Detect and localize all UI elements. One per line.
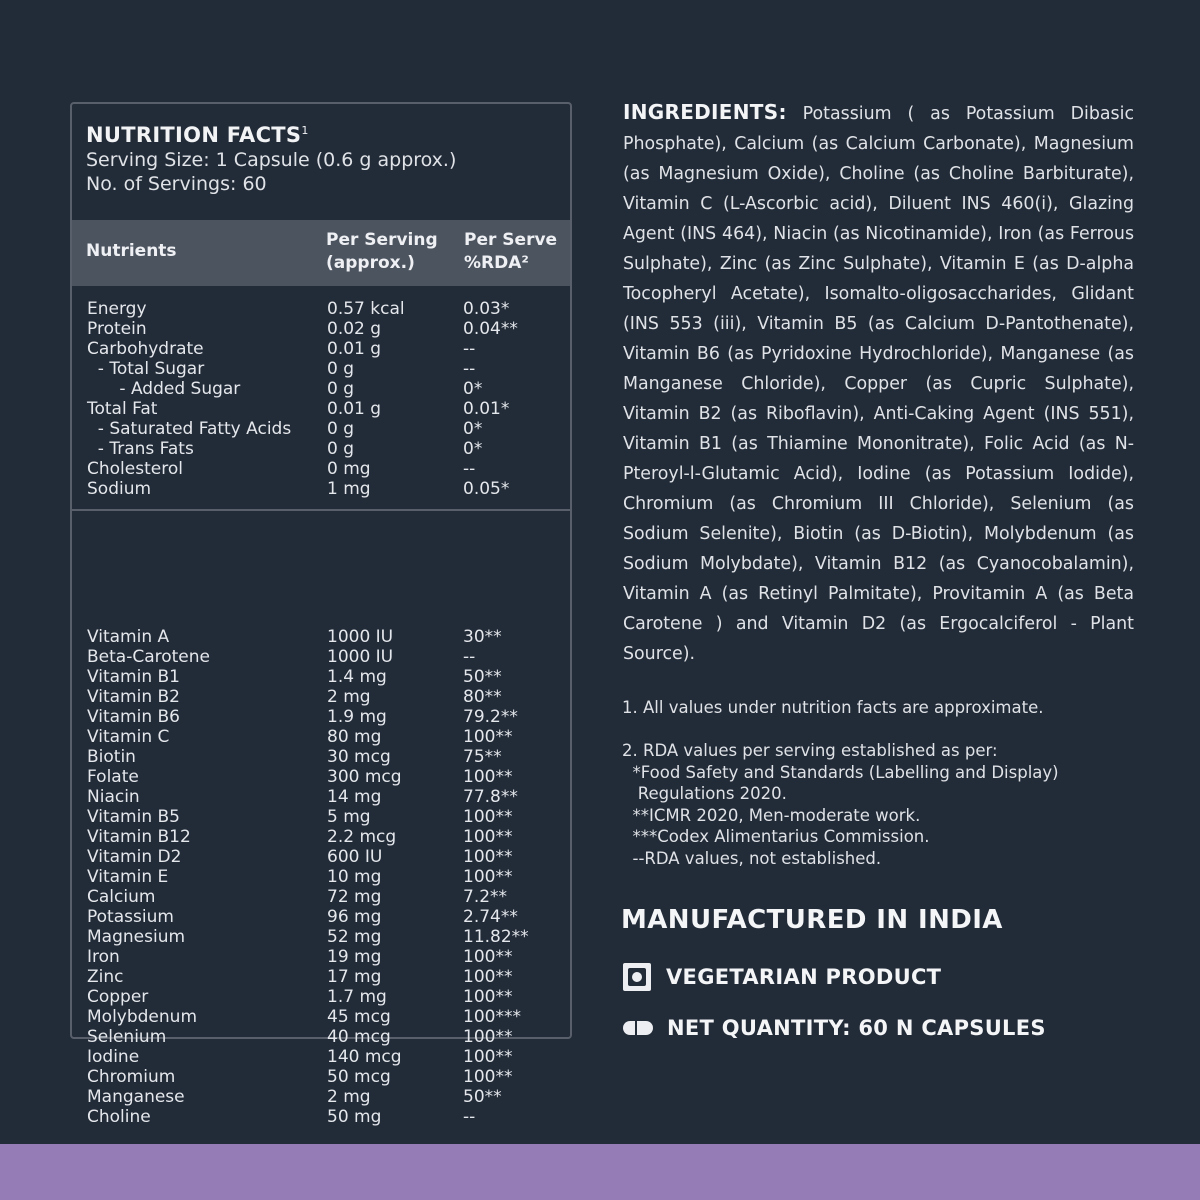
- col-rda-line2: %RDA²: [464, 253, 529, 273]
- ingredients-label: INGREDIENTS:: [623, 100, 787, 124]
- nutrient-row: [72, 727, 570, 747]
- nutrient-row: [72, 967, 570, 987]
- nutrient-row: [72, 1107, 570, 1127]
- footer-band: [0, 1144, 1200, 1200]
- nutrient-amount: 0.02 g: [327, 319, 382, 339]
- nutrient-row: [72, 747, 570, 767]
- nutrient-amount: 2 mg: [327, 687, 371, 707]
- col-rda-line1: Per Serve: [464, 230, 558, 250]
- nutrient-name: Chromium: [87, 1067, 176, 1087]
- nutrient-name: Potassium: [87, 907, 174, 927]
- nutrient-amount: 52 mg: [327, 927, 382, 947]
- nutrient-name: Vitamin B12: [87, 827, 191, 847]
- nutrient-row: [72, 707, 570, 727]
- nutrient-rda: 100**: [463, 807, 513, 827]
- nutrient-amount: 30 mcg: [327, 747, 391, 767]
- col-rda: [464, 229, 557, 275]
- nutrient-amount: 600 IU: [327, 847, 383, 867]
- serving-size: Serving Size: 1 Capsule (0.6 g approx.): [86, 149, 457, 171]
- nutrient-rda: 0*: [463, 439, 483, 459]
- nutrient-row: [72, 399, 570, 419]
- table-divider: [72, 509, 570, 511]
- nutrient-rda: 100**: [463, 967, 513, 987]
- col-per-serving-line1: Per Serving: [326, 230, 438, 250]
- nutrient-row: [72, 359, 570, 379]
- nutrient-row: [72, 339, 570, 359]
- nutrient-row: [72, 807, 570, 827]
- nutrient-rda: --: [463, 359, 476, 379]
- col-per-serving: [326, 229, 438, 275]
- nutrient-amount: 1.7 mg: [327, 987, 387, 1007]
- footnote-2: [622, 740, 1142, 870]
- col-per-serving-line2: (approx.): [326, 253, 415, 273]
- nutrient-name: Vitamin D2: [87, 847, 182, 867]
- nutrient-name: Energy: [87, 299, 147, 319]
- nutrient-name: Choline: [87, 1107, 151, 1127]
- footnotes: [622, 697, 1142, 870]
- nutrient-row: [72, 647, 570, 667]
- nutrient-amount: 40 mcg: [327, 1027, 391, 1047]
- nutrition-title-text: NUTRITION FACTS: [86, 123, 302, 147]
- nutrient-row: [72, 667, 570, 687]
- nutrient-amount: 0 g: [327, 359, 355, 379]
- nutrient-row: [72, 847, 570, 867]
- nutrient-row: [72, 887, 570, 907]
- nutrient-name: Niacin: [87, 787, 140, 807]
- nutrient-row: [72, 907, 570, 927]
- nutrient-name: Beta-Carotene: [87, 647, 211, 667]
- nutrient-row: [72, 947, 570, 967]
- nutrient-row: [72, 439, 570, 459]
- nutrient-row: [72, 319, 570, 339]
- nutrient-rda: 100**: [463, 827, 513, 847]
- nutrient-amount: 1000 IU: [327, 627, 394, 647]
- footnote-2-line: ***Codex Alimentarius Commission.: [622, 827, 930, 847]
- nutrient-rda: 100**: [463, 767, 513, 787]
- col-nutrients: Nutrients: [86, 241, 177, 261]
- nutrient-rda: 0*: [463, 419, 483, 439]
- nutrient-rda: 100**: [463, 1027, 513, 1047]
- nutrient-name: Copper: [87, 987, 149, 1007]
- nutrient-amount: 2 mg: [327, 1087, 371, 1107]
- nutrient-rda: 30**: [463, 627, 502, 647]
- nutrient-name: Protein: [87, 319, 147, 339]
- nutrient-name: Vitamin B6: [87, 707, 181, 727]
- nutrient-amount: 50 mg: [327, 1107, 382, 1127]
- nutrient-row: [72, 1027, 570, 1047]
- nutrition-header: [72, 104, 570, 220]
- nutrient-amount: 1000 IU: [327, 647, 394, 667]
- nutrient-row: [72, 459, 570, 479]
- footnote-2-line: 2. RDA values per serving established as per:: [622, 741, 998, 760]
- net-quantity-badge: [623, 1016, 1046, 1040]
- nutrient-amount: 10 mg: [327, 867, 382, 887]
- nutrient-rda: 77.8**: [463, 787, 518, 807]
- vegetarian-badge: [623, 963, 941, 991]
- nutrient-name: Vitamin B2: [87, 687, 181, 707]
- nutrient-name: Zinc: [87, 967, 124, 987]
- capsule-icon: [623, 1021, 653, 1035]
- nutrient-rda: 11.82**: [463, 927, 529, 947]
- veg-symbol-icon: [623, 963, 651, 991]
- nutrient-amount: 50 mcg: [327, 1067, 391, 1087]
- nutrient-rda: --: [463, 459, 476, 479]
- nutrient-rda: 7.2**: [463, 887, 508, 907]
- nutrient-row: [72, 627, 570, 647]
- ingredients-block: [623, 97, 1134, 669]
- nutrient-name: Calcium: [87, 887, 156, 907]
- nutrient-row: [72, 867, 570, 887]
- nutrient-rda: 0.04**: [463, 319, 518, 339]
- nutrient-row: [72, 299, 570, 319]
- nutrient-amount: 1 mg: [327, 479, 371, 499]
- nutrient-amount: 0 g: [327, 379, 355, 399]
- ingredients-text: Potassium ( as Potassium Dibasic Phosphate), Calcium (as Calcium Carbonate), Magnesium (as Magnesium Oxide), Choline (as Choline Barbiturate), Vitamin C (L-Ascorbic acid), Diluent INS 460(i), Glazing Agent (INS 464), Niacin (as Nicotinamide), Iron (as Ferrous Sulphate), Zinc (as Zinc Sulphate), Vitamin E (as D-alpha Tocopheryl Acetate), Isomalto-oligosaccharides, Glidant (INS 553 (iii), Vitamin B5 (as Calcium D-Pantothenate), Vitamin B6 (as Pyridoxine Hydrochloride), Manganese (as Manganese Chloride), Copper (as Cupric Sulphate), Vitamin B2 (as Riboflavin), Anti-Caking Agent (INS 551), Vitamin B1 (as Thiamine Mononitrate), Folic Acid (as N-Pteroyl-l-Glutamic Acid), Iodine (as Potassium Iodide), Chromium (as Chromium III Chloride), Selenium (as Sodium Selenite), Biotin (as D-Biotin), Molybdenum (as Sodium Molybdate), Vitamin B12 (as Cyanocobalamin), Vitamin A (as Retinyl Palmitate), Provitamin A (as Beta Carotene ) and Vitamin D2 (as Ergocalciferol - Plant Source).: [623, 104, 1135, 664]
- nutrient-rda: 100**: [463, 867, 513, 887]
- nutrient-amount: 5 mg: [327, 807, 371, 827]
- nutrient-amount: 140 mcg: [327, 1047, 402, 1067]
- nutrient-row: [72, 1067, 570, 1087]
- nutrient-row: [72, 767, 570, 787]
- nutrient-rda: --: [463, 647, 476, 667]
- nutrient-name: Iodine: [87, 1047, 140, 1067]
- nutrient-amount: 0.01 g: [327, 339, 382, 359]
- footnote-2-line: *Food Safety and Standards (Labelling and Display): [622, 762, 1059, 782]
- nutrient-row: [72, 787, 570, 807]
- macros-table: [72, 299, 570, 499]
- nutrient-rda: 75**: [463, 747, 502, 767]
- nutrient-amount: 1.4 mg: [327, 667, 387, 687]
- nutrient-rda: 0*: [463, 379, 483, 399]
- nutrient-name: Total Fat: [87, 399, 158, 419]
- nutrient-amount: 96 mg: [327, 907, 382, 927]
- nutrient-name: Vitamin B1: [87, 667, 181, 687]
- nutrient-row: [72, 987, 570, 1007]
- nutrient-rda: --: [463, 339, 476, 359]
- nutrient-name: Vitamin A: [87, 627, 170, 647]
- nutrient-name: - Saturated Fatty Acids: [87, 419, 292, 439]
- nutrient-amount: 0.01 g: [327, 399, 382, 419]
- nutrient-amount: 0 g: [327, 419, 355, 439]
- nutrient-name: Biotin: [87, 747, 136, 767]
- nutrient-amount: 2.2 mcg: [327, 827, 397, 847]
- nutrient-row: [72, 419, 570, 439]
- nutrient-name: Molybdenum: [87, 1007, 198, 1027]
- nutrient-rda: 100**: [463, 987, 513, 1007]
- nutrient-row: [72, 687, 570, 707]
- nutrient-rda: 100**: [463, 947, 513, 967]
- nutrient-rda: 50**: [463, 667, 502, 687]
- nutrition-column-header: [72, 220, 570, 286]
- nutrient-rda: 0.05*: [463, 479, 510, 499]
- nutrient-name: Magnesium: [87, 927, 186, 947]
- nutrient-row: [72, 1007, 570, 1027]
- footnote-2-line: **ICMR 2020, Men-moderate work.: [622, 805, 921, 825]
- footnote-2-line: --RDA values, not established.: [622, 848, 882, 868]
- nutrient-name: Folate: [87, 767, 139, 787]
- nutrient-name: - Total Sugar: [87, 359, 205, 379]
- nutrient-row: [72, 379, 570, 399]
- nutrition-facts-panel: [70, 102, 572, 1127]
- nutrient-amount: 0 mg: [327, 459, 371, 479]
- nutrient-name: Sodium: [87, 479, 152, 499]
- nutrient-rda: 0.03*: [463, 299, 510, 319]
- nutrient-amount: 300 mcg: [327, 767, 402, 787]
- nutrient-name: Manganese: [87, 1087, 185, 1107]
- nutrient-name: Carbohydrate: [87, 339, 204, 359]
- nutrient-amount: 0.57 kcal: [327, 299, 405, 319]
- nutrient-rda: 0.01*: [463, 399, 510, 419]
- nutrition-title: [86, 122, 556, 148]
- nutrient-name: Selenium: [87, 1027, 167, 1047]
- nutrient-rda: 100***: [463, 1007, 521, 1027]
- nutrient-rda: 50**: [463, 1087, 502, 1107]
- manufactured-in: MANUFACTURED IN INDIA: [621, 905, 1003, 935]
- nutrient-amount: 14 mg: [327, 787, 382, 807]
- nutrient-rda: --: [463, 1107, 476, 1127]
- nutrient-amount: 17 mg: [327, 967, 382, 987]
- nutrient-amount: 45 mcg: [327, 1007, 391, 1027]
- nutrient-name: Iron: [87, 947, 120, 967]
- nutrient-amount: 80 mg: [327, 727, 382, 747]
- nutrient-rda: 100**: [463, 1047, 513, 1067]
- nutrient-row: [72, 1047, 570, 1067]
- nutrition-title-footnote: 1: [301, 124, 309, 137]
- nutrient-name: Vitamin B5: [87, 807, 181, 827]
- servings-count: No. of Servings: 60: [86, 173, 267, 195]
- nutrient-rda: 100**: [463, 727, 513, 747]
- footnote-2-line: Regulations 2020.: [622, 784, 787, 804]
- nutrient-rda: 80**: [463, 687, 502, 707]
- vegetarian-label: VEGETARIAN PRODUCT: [666, 965, 942, 989]
- nutrient-row: [72, 1087, 570, 1107]
- nutrient-rda: 100**: [463, 847, 513, 867]
- nutrient-rda: 79.2**: [463, 707, 518, 727]
- nutrient-row: [72, 479, 570, 499]
- nutrient-name: - Added Sugar: [87, 379, 241, 399]
- nutrient-amount: 1.9 mg: [327, 707, 387, 727]
- nutrient-name: - Trans Fats: [87, 439, 194, 459]
- footnote-1: 1. All values under nutrition facts are approximate.: [622, 698, 1044, 717]
- nutrient-amount: 19 mg: [327, 947, 382, 967]
- nutrient-amount: 72 mg: [327, 887, 382, 907]
- nutrient-name: Cholesterol: [87, 459, 183, 479]
- nutrient-name: Vitamin C: [87, 727, 170, 747]
- net-quantity-label: NET QUANTITY: 60 N CAPSULES: [667, 1016, 1046, 1040]
- nutrient-rda: 2.74**: [463, 907, 518, 927]
- nutrient-row: [72, 927, 570, 947]
- nutrient-amount: 0 g: [327, 439, 355, 459]
- micros-table: [72, 627, 570, 1127]
- nutrient-name: Vitamin E: [87, 867, 169, 887]
- nutrient-rda: 100**: [463, 1067, 513, 1087]
- nutrient-row: [72, 827, 570, 847]
